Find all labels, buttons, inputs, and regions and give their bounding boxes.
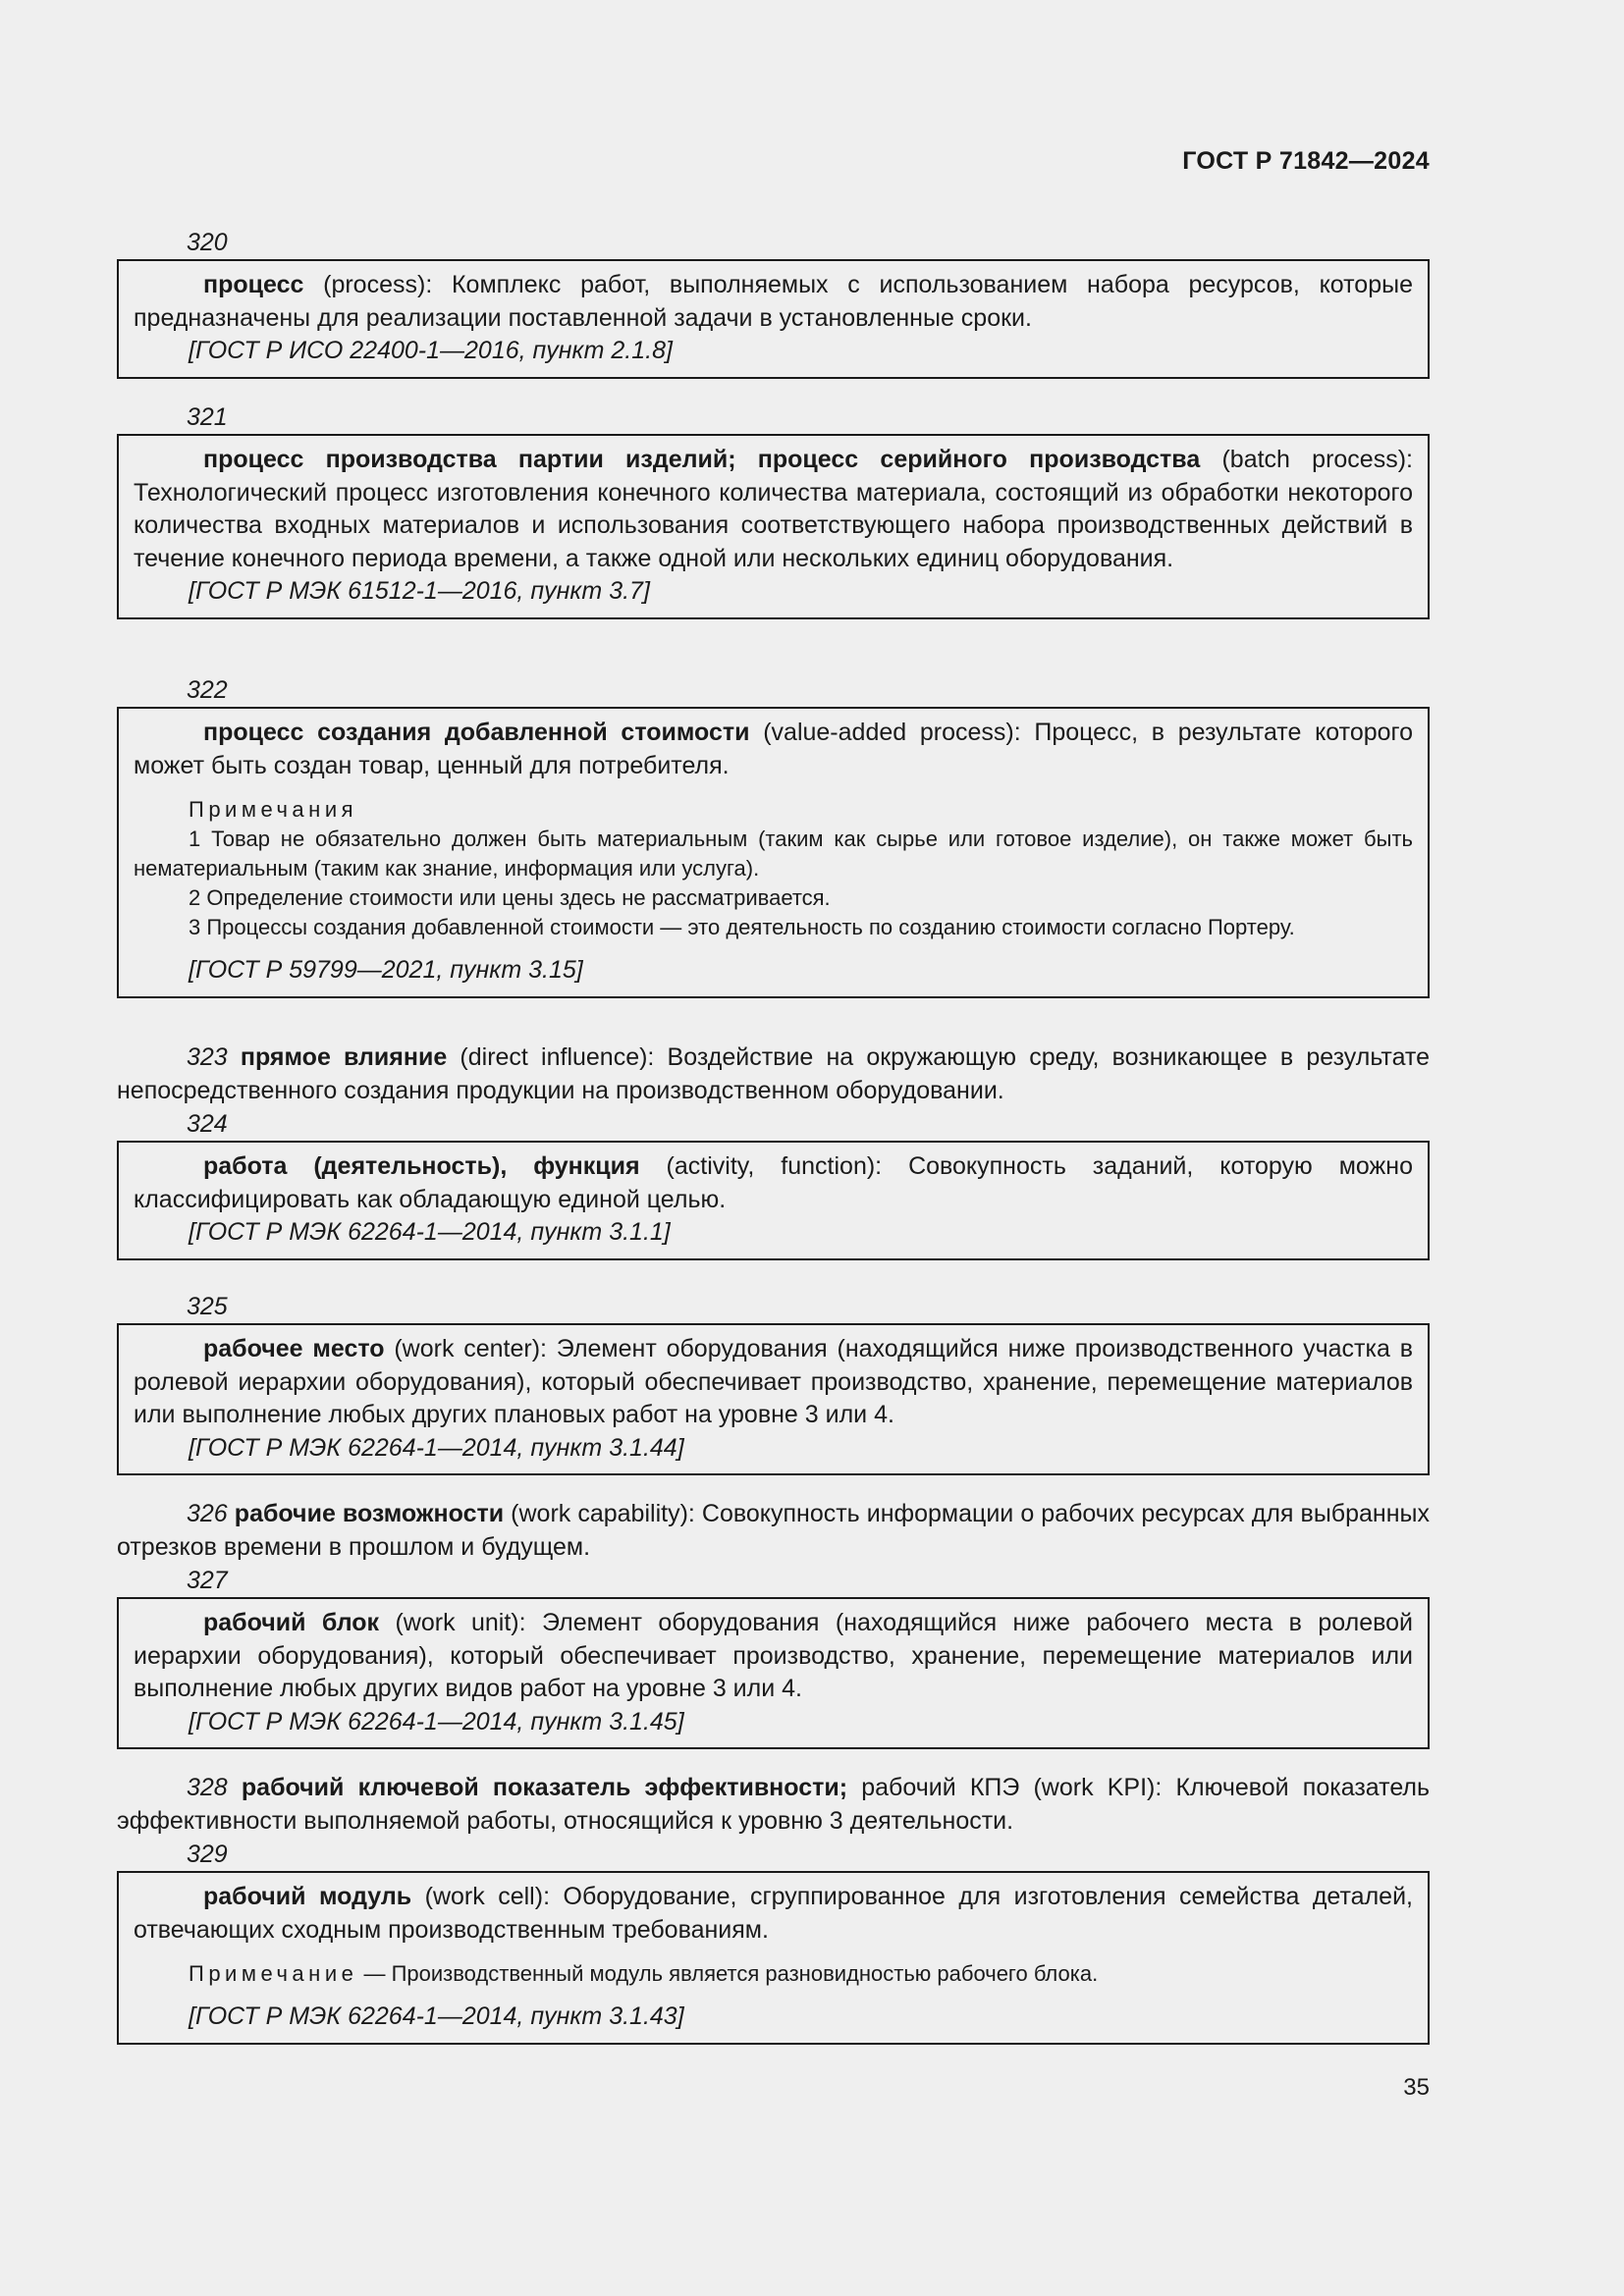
definition-text: (work center): Элемент оборудования (находящийся ниже производственного участка в ролевой иерархии оборудования), который обеспечивает производство, хранение, перемещение материалов или выполнение любых других плановых работ на уровне 3 или 4. [134, 1335, 1413, 1428]
definition-box [117, 707, 1430, 998]
entry-number: 324 [187, 1110, 228, 1138]
definition-box [117, 1141, 1430, 1260]
source-reference: [ГОСТ Р ИСО 22400-1—2016, пункт 2.1.8] [189, 337, 673, 364]
entry-323 [117, 1041, 1430, 1107]
entry-321 [117, 401, 1430, 619]
note-item: 1 Товар не обязательно должен быть материальным (таким как сырье или готовое изделие), он также может быть нематериальным (таким как знание, информация или услуга). [134, 827, 1413, 881]
source-reference: [ГОСТ Р МЭК 62264-1—2014, пункт 3.1.45] [189, 1707, 684, 1735]
note-item: 2 Определение стоимости или цены здесь не рассматривается. [189, 885, 831, 910]
definition-text: (batch process): Технологический процесс изготовления конечного количества материала, состоящий из обработки некоторого количества входных материалов и использования соответствующего набора производственных действий в течение конечного периода времени, а также одной или нескольких единиц оборудования. [134, 446, 1413, 572]
definition-box [117, 259, 1430, 379]
source-reference: [ГОСТ Р МЭК 62264-1—2014, пункт 3.1.1] [189, 1218, 671, 1246]
definition-text: рабочий КПЭ (work KPI): Ключевой показатель эффективности выполняемой работы, относящийся к уровню 3 деятельности. [117, 1774, 1431, 1835]
definition-text: (work capability): Совокупность информации о рабочих ресурсах для выбранных отрезков времени в прошлом и будущем. [117, 1500, 1430, 1561]
entry-328 [117, 1772, 1430, 1838]
page-number: 35 [1403, 2074, 1430, 2101]
definition-box [117, 1871, 1430, 2045]
definition-box [117, 434, 1430, 619]
entry-number: 328 [187, 1774, 228, 1801]
definition-text: (work unit): Элемент оборудования (находящийся ниже рабочего места в ролевой иерархии оборудования), который обеспечивает производство, хранение, перемещение материалов или выполнение любых других видов работ на уровне 3 или 4. [134, 1609, 1413, 1702]
entry-number: 321 [187, 403, 228, 431]
term: рабочее место [203, 1335, 385, 1362]
entry-327 [117, 1565, 1430, 1749]
definition-box [117, 1323, 1430, 1475]
source-reference: [ГОСТ Р МЭК 62264-1—2014, пункт 3.1.43] [189, 2002, 684, 2030]
entry-326 [117, 1498, 1430, 1564]
source-reference: [ГОСТ Р 59799—2021, пункт 3.15] [189, 956, 583, 984]
document-id: ГОСТ Р 71842—2024 [1182, 147, 1430, 175]
term: рабочий блок [203, 1609, 380, 1636]
note [134, 1959, 1413, 1989]
definition-text: (work cell): Оборудование, сгруппированное для изготовления семейства деталей, отвечающих сходным производственным требованиям. [134, 1883, 1413, 1944]
definition-box [117, 1597, 1430, 1749]
entry-320 [117, 227, 1430, 379]
definition-text: (process): Комплекс работ, выполняемых с использованием набора ресурсов, которые предназначены для реализации поставленной задачи в установленные сроки. [134, 271, 1413, 332]
entry-number: 323 [187, 1043, 228, 1071]
term: процесс [203, 271, 304, 298]
note-label: Примечание [189, 1961, 358, 1986]
definition-text: (direct influence): Воздействие на окружающую среду, возникающее в результате непосредственного создания продукции на производственном оборудовании. [117, 1043, 1430, 1104]
entry-number: 327 [187, 1567, 228, 1594]
term: рабочие возможности [234, 1500, 505, 1527]
entry-number: 329 [187, 1841, 228, 1868]
term: процесс производства партии изделий; процесс серийного производства [203, 446, 1201, 473]
entry-number: 322 [187, 676, 228, 704]
entry-number: 325 [187, 1293, 228, 1320]
entry-322 [117, 674, 1430, 998]
source-reference: [ГОСТ Р МЭК 62264-1—2014, пункт 3.1.44] [189, 1433, 684, 1462]
term: рабочий ключевой показатель эффективности; [241, 1774, 848, 1801]
note-text: — Производственный модуль является разновидностью рабочего блока. [357, 1961, 1099, 1986]
definition-text: (value-added process): Процесс, в результате которого может быть создан товар, ценный для потребителя. [134, 719, 1414, 779]
entry-number: 326 [187, 1500, 228, 1527]
notes-title: Примечания [189, 797, 358, 822]
entry-number: 320 [187, 229, 228, 256]
term: процесс создания добавленной стоимости [203, 719, 750, 746]
entry-329 [117, 1839, 1430, 2045]
term: рабочий модуль [203, 1883, 412, 1910]
definition-text: (activity, function): Совокупность заданий, которую можно классифицировать как обладающую единой целью. [134, 1152, 1413, 1213]
term: прямое влияние [240, 1043, 448, 1071]
term: работа (деятельность), функция [203, 1152, 640, 1180]
note-item: 3 Процессы создания добавленной стоимости — это деятельность по созданию стоимости согласно Портеру. [189, 915, 1295, 939]
entry-325 [117, 1291, 1430, 1475]
entry-324 [117, 1108, 1430, 1260]
source-reference: [ГОСТ Р МЭК 61512-1—2016, пункт 3.7] [189, 577, 650, 605]
